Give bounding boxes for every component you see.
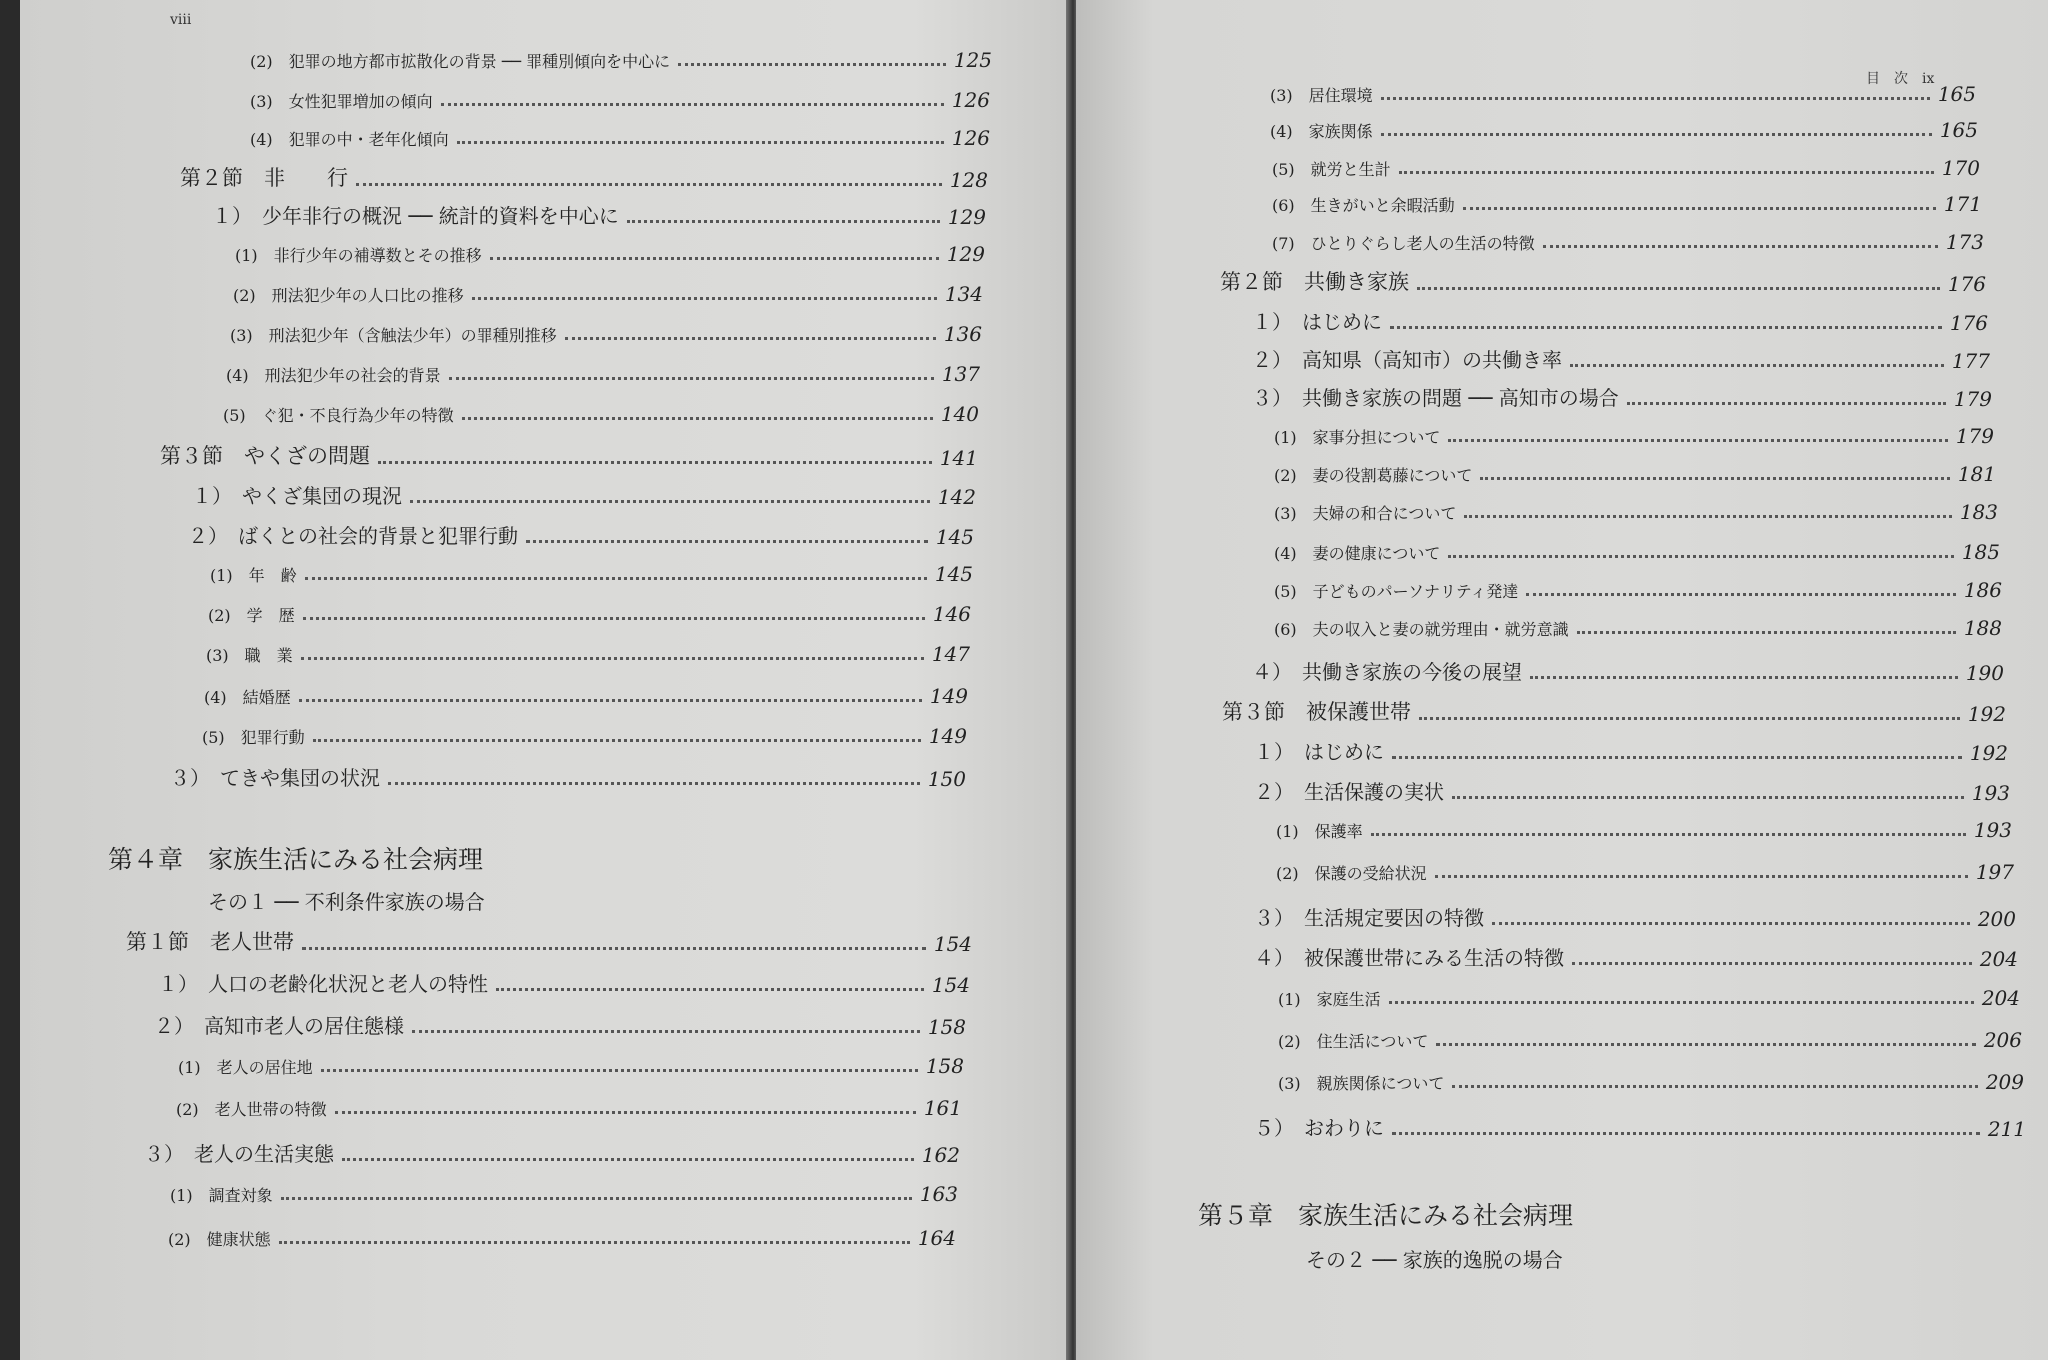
toc-entry: (5) ぐ犯・不良行為少年の特徴 140 <box>223 402 979 426</box>
toc-entry: (2) 保護の受給状況 197 <box>1276 860 2014 884</box>
toc-entry: (4) 妻の健康について 185 <box>1274 540 2000 564</box>
toc-entry: １） 少年非行の概況 ── 統計的資料を中心に 129 <box>212 204 986 229</box>
toc-entry: (3) 職 業 147 <box>206 642 970 666</box>
toc-entry: (2) 学 歴 146 <box>208 602 971 626</box>
toc-entry: (2) 健康状態 164 <box>168 1226 956 1250</box>
toc-entry: (5) 犯罪行動 149 <box>202 724 967 748</box>
toc-entry: (6) 夫の収入と妻の就労理由・就労意識 188 <box>1274 616 2002 640</box>
toc-entry: (5) 就労と生計 170 <box>1272 156 1980 180</box>
toc-entry: (4) 犯罪の中・老年化傾向 126 <box>250 126 990 150</box>
page-header: 目 次 ix <box>1866 71 1935 87</box>
toc-entry: ５） おわりに 211 <box>1254 1116 2026 1141</box>
toc-entry: １） やくざ集団の現況 142 <box>192 484 976 509</box>
toc-entry: (3) 夫婦の和合について 183 <box>1274 500 1998 524</box>
toc-entry: ２） 生活保護の実状 193 <box>1254 780 2010 805</box>
toc-entry: (3) 女性犯罪増加の傾向 126 <box>250 88 990 112</box>
chapter-title: 第４章 家族生活にみる社会病理 <box>108 845 484 874</box>
toc-entry: ３） てきや集団の状況 150 <box>170 766 966 791</box>
page-number-header: viii <box>170 12 192 28</box>
toc-entry: (5) 子どものパーソナリティ発達 186 <box>1274 578 2002 602</box>
toc-entry: １） 人口の老齢化状況と老人の特性 154 <box>158 972 970 997</box>
chapter-subtitle: その２ ── 家族的逸脱の場合 <box>1306 1248 1563 1272</box>
toc-entry: (6) 生きがいと余暇活動 171 <box>1272 192 1982 216</box>
toc-entry: １） はじめに 176 <box>1252 310 1988 335</box>
toc-entry: (4) 刑法犯少年の社会的背景 137 <box>226 362 980 386</box>
toc-entry: ４） 共働き家族の今後の展望 190 <box>1252 660 2004 685</box>
toc-entry: (3) 居住環境 165 <box>1270 82 1976 106</box>
right-page <box>1076 0 2048 1360</box>
toc-entry: (1) 調査対象 163 <box>170 1182 958 1206</box>
toc-entry: (4) 結婚歴 149 <box>204 684 968 708</box>
toc-section: 第３節 やくざの問題 141 <box>160 444 978 470</box>
toc-entry: ４） 被保護世帯にみる生活の特徴 204 <box>1254 946 2018 971</box>
toc-entry: ３） 共働き家族の問題 ── 高知市の場合 179 <box>1252 386 1992 411</box>
toc-entry: (1) 非行少年の補導数とその推移 129 <box>235 242 985 266</box>
toc-entry: (1) 家事分担について 179 <box>1274 424 1994 448</box>
toc-entry: ３） 生活規定要因の特徴 200 <box>1254 906 2016 931</box>
toc-entry: (2) 老人世帯の特徴 161 <box>176 1096 962 1120</box>
toc-entry: (3) 刑法犯少年（含触法少年）の罪種別推移 136 <box>230 322 982 346</box>
toc-entry: (1) 老人の居住地 158 <box>178 1054 964 1078</box>
left-page <box>20 0 1070 1360</box>
chapter-subtitle: その１ ── 不利条件家族の場合 <box>208 890 485 914</box>
toc-section: 第３節 被保護世帯 192 <box>1222 700 2006 726</box>
toc-section: 第２節 非 行 128 <box>180 166 988 192</box>
toc-entry: ２） 高知市老人の居住態様 158 <box>154 1014 966 1039</box>
toc-entry: ３） 老人の生活実態 162 <box>144 1142 960 1167</box>
toc-entry: (7) ひとりぐらし老人の生活の特徴 173 <box>1272 230 1984 254</box>
toc-entry: (1) 家庭生活 204 <box>1278 986 2020 1010</box>
toc-entry: (2) 犯罪の地方都市拡散化の背景 ── 罪種別傾向を中心に 125 <box>250 48 992 72</box>
toc-section: 第２節 共働き家族 176 <box>1220 270 1986 296</box>
toc-entry: １） はじめに 192 <box>1254 740 2008 765</box>
toc-entry: (1) 保護率 193 <box>1276 818 2012 842</box>
toc-entry: (2) 住生活について 206 <box>1278 1028 2022 1052</box>
toc-entry: (1) 年 齢 145 <box>210 562 973 586</box>
toc-entry: (2) 刑法犯少年の人口比の推移 134 <box>233 282 983 306</box>
toc-entry: (3) 親族関係について 209 <box>1278 1070 2024 1094</box>
chapter-title: 第５章 家族生活にみる社会病理 <box>1198 1201 1574 1230</box>
toc-section: 第１節 老人世帯 154 <box>126 930 972 956</box>
toc-entry: (2) 妻の役割葛藤について 181 <box>1274 462 1996 486</box>
toc-entry: (4) 家族関係 165 <box>1270 118 1978 142</box>
toc-entry: ２） ばくとの社会的背景と犯罪行動 145 <box>188 524 974 549</box>
toc-entry: ２） 高知県（高知市）の共働き率 177 <box>1252 348 1990 373</box>
